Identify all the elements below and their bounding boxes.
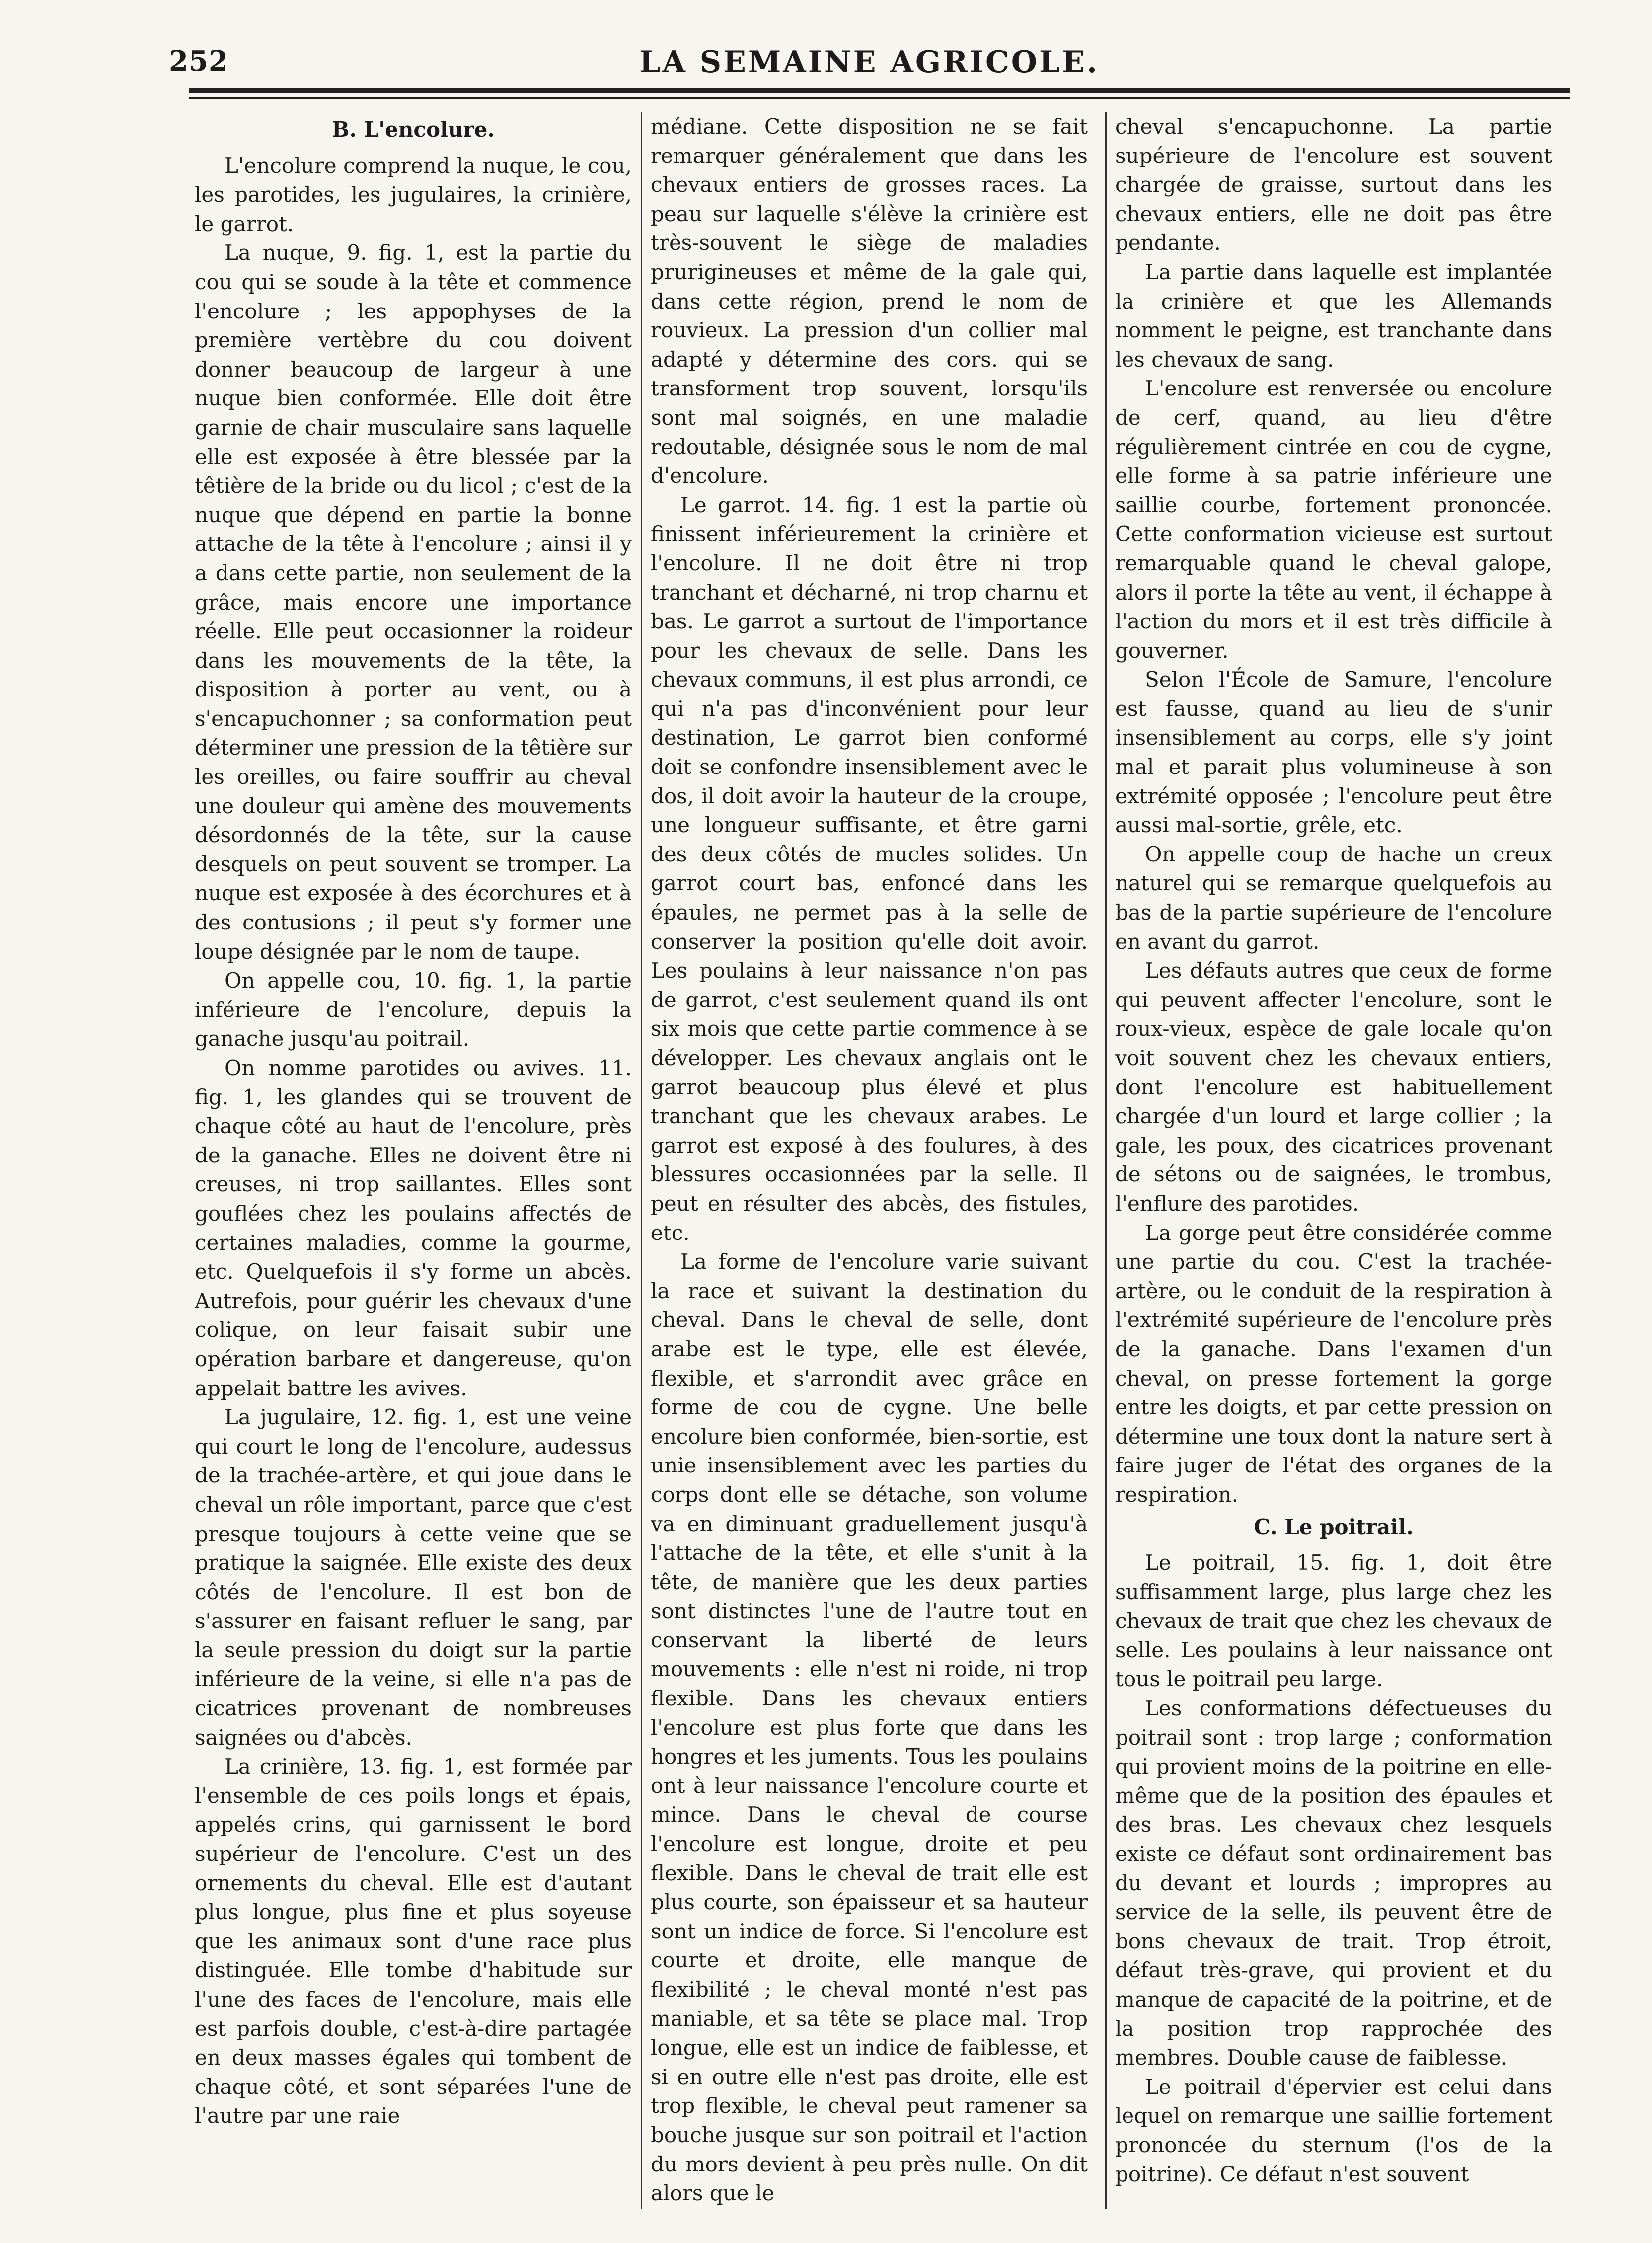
paragraph: La crinière, 13. fig. 1, est formée par l'ensemble de ces poils longs et épais, appelés crins, qui garnissent le bord supérieur de l'encolure. C'est un des ornements du cheval. Elle est d'autant plus longue, plus fine et plus soyeuse que les animaux sont d'une race plus distinguée. Elle tombe d'habitude sur l'une des faces de l'encolure, mais elle est parfois double, c'est-à-dire partagée en deux masses égales qui tombent de chaque côté, et sont séparées l'une de l'autre par une raie: [195, 1754, 632, 2128]
header-rule-thin: [189, 97, 1570, 99]
paragraph: La nuque, 9. fig. 1, est la partie du cou qui se soude à la tête et commence l'encolure ; les appophyses de la première vertèbre du cou doivent donner beaucoup de largeur à une nuque bien conformée. Elle doit être garnie de chair musculaire sans laquelle elle est exposée à être blessée par la têtière de la bride ou du licol ; c'est de la nuque que dépend en partie la bonne attache de la tête à l'encolure ; ainsi il y a dans cette partie, non seulement de la grâce, mais encore une importance réelle. Elle peut occasionner la roideur dans les mouvements de la tête, la disposition à porter au vent, ou à s'encapuchonner ; sa conformation peut déterminer une pression de la têtière sur les oreilles, ou faire souffrir au cheval une douleur qui amène des mouvements désordonnés de la tête, sur la cause desquels on peut souvent se tromper. La nuque est exposée à des écorchures et à des contusions ; il peut s'y former une loupe désignée par le nom de taupe.: [195, 240, 632, 964]
paragraph: On appelle coup de hache un creux naturel qui se remarque quelquefois au bas de la partie supérieure de l'encolure en avant du garrot.: [1115, 842, 1552, 954]
section-heading: B. L'encolure.: [332, 117, 495, 142]
paragraph: La forme de l'encolure varie suivant la race et suivant la destination du cheval. Dans le cheval de selle, dont arabe est le type, elle est élevée, flexible, et s'arrondit avec grâce en forme de cou de cygne. Une belle encolure bien conformée, bien-sortie, est unie insensiblement avec les parties du corps dont elle se détache, son volume va en diminuant graduellement jusqu'à l'attache de la tête, et elle s'unit à la tête, de manière que les deux parties sont distinctes l'une de l'autre tout en conservant la liberté de leurs mouvements : elle n'est ni roide, ni trop flexible. Dans les chevaux entiers l'encolure est plus forte que dans les hongres et les juments. Tous les poulains ont à leur naissance l'encolure courte et mince. Dans le cheval de course l'encolure est longue, droite et peu flexible. Dans le cheval de trait elle est plus courte, son épaisseur et sa hauteur sont un indice de force. Si l'encolure est courte et droite, elle manque de flexibilité ; le cheval monté n'est pas maniable, et sa tête se place mal. Trop longue, elle est un indice de faiblesse, et si en outre elle n'est pas droite, elle est trop flexible, le cheval peut ramener sa bouche jusque sur son poitrail et l'action du mors devient à peu près nulle. On dit alors que le: [651, 1249, 1088, 2206]
column-separator: [1105, 112, 1107, 2209]
paragraph: On nomme parotides ou avives. 11. fig. 1, les glandes qui se trouvent de chaque côté au haut de l'encolure, près de la ganache. Elles ne doivent être ni creuses, ni trop saillantes. Elles sont gouflées chez les poulains affectés de certaines maladies, comme la gourme, etc. Quelquefois il s'y forme un abcès. Autrefois, pour guérir les chevaux d'une colique, on leur faisait subir une opération barbare et dangereuse, qu'on appelait battre les avives.: [195, 1056, 632, 1400]
paragraph: Selon l'École de Samure, l'encolure est fausse, quand au lieu de s'unir insensiblement au corps, elle s'y joint mal et parait plus volumineuse à son extrémité opposée ; l'encolure peut être aussi mal-sortie, grêle, etc.: [1115, 667, 1552, 838]
page-number: 252: [169, 45, 228, 77]
paragraph: La gorge peut être considérée comme une partie du cou. C'est la trachée-artère, ou le conduit de la respiration à l'extrémité supérieure de l'encolure près de la ganache. Dans l'examen d'un cheval, on presse fortement la gorge entre les doigts, et par cette pression on détermine une toux dont la nature sert à faire juger de l'état des organes de la respiration.: [1115, 1220, 1552, 1507]
text-column-2: [651, 112, 1088, 2209]
paragraph: La jugulaire, 12. fig. 1, est une veine qui court le long de l'encolure, audessus de la trachée-artère, et qui joue dans le cheval un rôle important, parce que c'est presque toujours à cette veine que se pratique la saignée. Elle existe des deux côtés de l'encolure. Il est bon de s'assurer en faisant refluer le sang, par la seule pression du doigt sur la partie inférieure de la veine, si elle n'a pas de cicatrices provenant de nombreuses saignées ou d'abcès.: [195, 1405, 632, 1750]
text-column-3: [1115, 112, 1552, 2209]
continued-paragraph: médiane. Cette disposition ne se fait remarquer généralement que dans les chevaux entiers de grosses races. La peau sur laquelle s'élève la crinière est très-souvent le siège de maladies prurigineuses et même de la gale qui, dans cette région, prend le nom de rouvieux. La pression d'un collier mal adapté y détermine des cors. qui se transforment trop souvent, lorsqu'ils sont mal soignés, en une maladie redoutable, désignée sous le nom de mal d'encolure.: [651, 114, 1088, 488]
paragraph: Le poitrail, 15. fig. 1, doit être suffisamment large, plus large chez les chevaux de trait que chez les chevaux de selle. Les poulains à leur naissance ont tous le poitrail peu large.: [1115, 1550, 1552, 1692]
paragraph: L'encolure est renversée ou encolure de cerf, quand, au lieu d'être régulièrement cintrée en cou de cygne, elle forme à sa patrie inférieure une saillie courbe, fortement prononcée. Cette conformation vicieuse est surtout remarquable quand le cheval galope, alors il porte la tête au vent, il échappe à l'action du mors et il est très difficile à gouverner.: [1115, 376, 1552, 663]
paragraph: Le garrot. 14. fig. 1 est la partie où finissent inférieurement la crinière et l'encolure. Il ne doit être ni trop tranchant et décharné, ni trop charnu et bas. Le garrot a surtout de l'importance pour les chevaux de selle. Dans les chevaux communs, il est plus arrondi, ce qui n'a pas d'inconvénient pour leur destination, Le garrot bien conformé doit se confondre insensiblement avec le dos, il doit avoir la hauteur de la croupe, une longueur suffisante, et être garni des deux côtés de mucles solides. Un garrot court bas, enfoncé dans les épaules, ne permet pas à la selle de conserver la position qu'elle doit avoir. Les poulains à leur naissance n'on pas de garrot, c'est seulement quand ils ont six mois que cette partie commence à se développer. Les chevaux anglais ont le garrot beaucoup plus élevé et plus tranchant que les chevaux arabes. Le garrot est exposé à des foulures, à des blessures occasionnées par la selle. Il peut en résulter des abcès, des fistules, etc.: [651, 492, 1088, 1245]
continued-paragraph: cheval s'encapuchonne. La partie supérieure de l'encolure est souvent chargée de graisse, surtout dans les chevaux entiers, elle ne doit pas être pendante.: [1115, 114, 1552, 255]
paragraph: La partie dans laquelle est implantée la crinière et que les Allemands nomment le peigne, est tranchante dans les chevaux de sang.: [1115, 259, 1552, 372]
paragraph: On appelle cou, 10. fig. 1, la partie inférieure de l'encolure, depuis la ganache jusqu'au poitrail.: [195, 968, 632, 1051]
journal-title: LA SEMAINE AGRICOLE.: [639, 45, 1099, 79]
paragraph: L'encolure comprend la nuque, le cou, les parotides, les jugulaires, la crinière, le garrot.: [195, 153, 632, 236]
header-rule-thick: [189, 88, 1570, 93]
paragraph: Les conformations défectueuses du poitrail sont : trop large ; conformation qui provient moins de la poitrine en elle-même que de la position des épaules et des bras. Les chevaux chez lesquels existe ce défaut sont ordinairement bas du devant et lourds ; impropres au service de la selle, ils peuvent être de bons chevaux de trait. Trop étroit, défaut très-grave, qui provient et du manque de capacité de la poitrine, et de la position trop rapprochée des membres. Double cause de faiblesse.: [1115, 1696, 1552, 2070]
section-heading: C. Le poitrail.: [1254, 1514, 1414, 1539]
page-header: [169, 45, 1570, 92]
column-separator: [641, 112, 642, 2209]
paragraph: Les défauts autres que ceux de forme qui peuvent affecter l'encolure, sont le roux-vieux, espèce de gale locale qu'on voit souvent chez les chevaux entiers, dont l'encolure est habituellement chargée d'un lourd et large collier ; la gale, les poux, des cicatrices provenant de sétons ou de saignées, le trombus, l'enflure des parotides.: [1115, 958, 1552, 1216]
text-column-1: [195, 112, 632, 2209]
paragraph: Le poitrail d'épervier est celui dans lequel on remarque une saillie fortement prononcée du sternum (l'os de la poitrine). Ce défaut n'est souvent: [1115, 2074, 1552, 2186]
